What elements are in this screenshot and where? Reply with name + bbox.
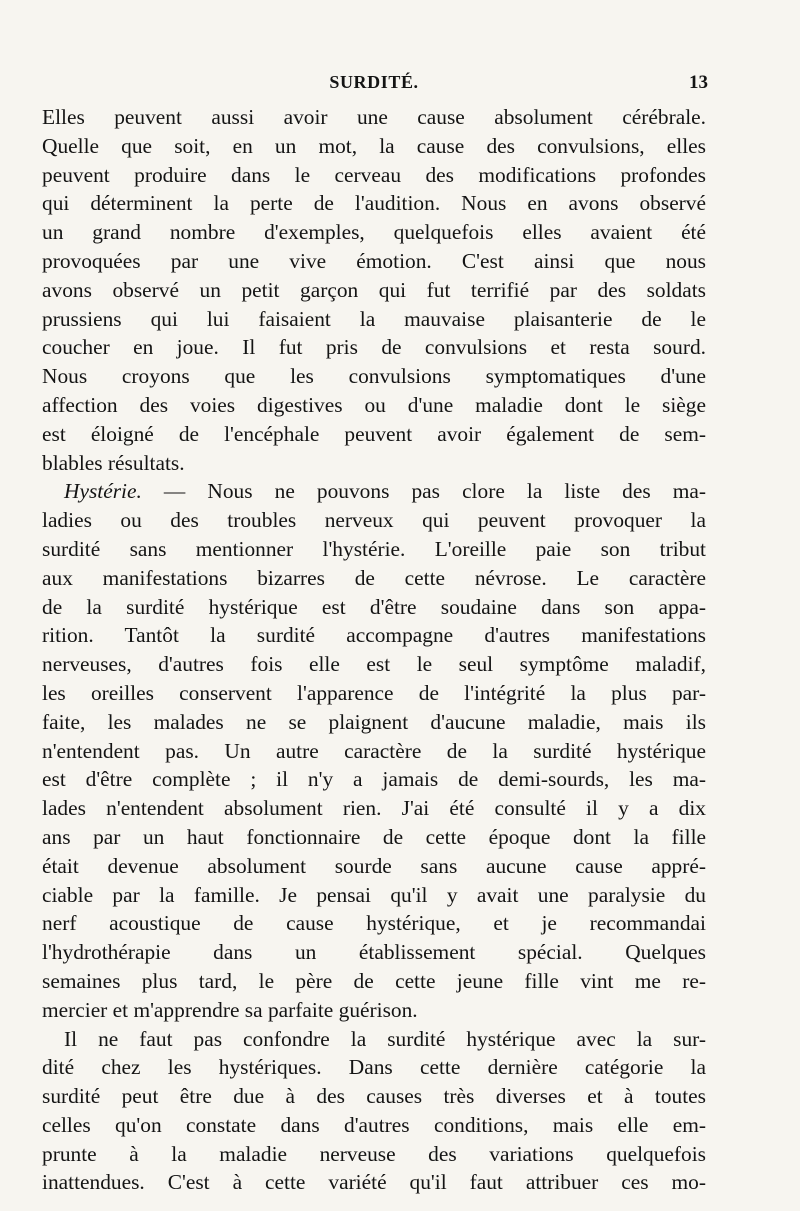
body-text [42,103,706,1197]
text-line: de la surdité hystérique est d'être soudaine dans son appa- [42,594,706,619]
running-head [40,72,708,100]
text-line: semaines plus tard, le père de cette jeune fille vint me re- [42,968,706,993]
text-line: dité chez les hystériques. Dans cette dernière catégorie la [42,1055,706,1080]
text-line: ans par un haut fonctionnaire de cette époque dont la fille [42,824,706,849]
text-line: prunte à la maladie nerveuse des variations quelquefois [42,1141,706,1166]
text-line: Quelle que soit, en un mot, la cause des convulsions, elles [42,133,706,158]
text-line: nerf acoustique de cause hystérique, et je recommandai [42,911,706,936]
section-heading-hysterie: Hystérie. [64,479,142,504]
text-line: avons observé un petit garçon qui fut terrifié par des soldats [42,277,706,302]
text-line: n'entendent pas. Un autre caractère de la surdité hystérique [42,738,706,763]
text-line: Nous croyons que les convulsions symptomatiques d'une [42,364,706,389]
text-line: inattendues. C'est à cette variété qu'il faut attribuer ces mo- [42,1170,706,1195]
text-line: ladies ou des troubles nerveux qui peuvent provoquer la [42,508,706,533]
text-line: aux manifestations bizarres de cette névrose. Le caractère [42,565,706,590]
text-line: celles qu'on constate dans d'autres conditions, mais elle em- [42,1112,706,1137]
text-line: faite, les malades ne se plaignent d'aucune maladie, mais ils [42,709,706,734]
text-line: est d'être complète ; il n'y a jamais de demi-sourds, les ma- [42,767,706,792]
text-line: surdité sans mentionner l'hystérie. L'oreille paie son tribut [42,536,706,561]
text-line: qui déterminent la perte de l'audition. Nous en avons observé [42,191,706,216]
text-line: un grand nombre d'exemples, quelquefois elles avaient été [42,220,706,245]
text-line: ciable par la famille. Je pensai qu'il y avait une paralysie du [42,882,706,907]
text-line: affection des voies digestives ou d'une maladie dont le siège [42,392,706,417]
text-line: blables résultats. [42,450,185,475]
text-line: nerveuses, d'autres fois elle est le seul symptôme maladif, [42,652,706,677]
text-line: est éloigné de l'encéphale peuvent avoir également de sem- [42,421,706,446]
text-line: Il ne faut pas confondre la surdité hystérique avec la sur- [64,1026,706,1051]
text-line: provoquées par une vive émotion. C'est ainsi que nous [42,248,706,273]
text-line: Elles peuvent aussi avoir une cause absolument cérébrale. [42,105,706,129]
text-line: prussiens qui lui faisaient la mauvaise plaisanterie de le [42,306,706,331]
paragraph-heading-line [42,477,706,506]
text-line: surdité peut être due à des causes très diverses et à toutes [42,1084,706,1109]
text-line: mercier et m'apprendre sa parfaite guérison. [42,997,418,1022]
running-title: SURDITÉ. [329,72,419,92]
text-line: l'hydrothérapie dans un établissement spécial. Quelques [42,940,706,965]
page-number: 13 [689,72,708,93]
text-line-rest: — Nous ne pouvons pas clore la liste des ma- [141,479,706,504]
text-line: peuvent produire dans le cerveau des modifications profondes [42,162,706,187]
text-line: rition. Tantôt la surdité accompagne d'autres manifestations [42,623,706,648]
text-line: était devenue absolument sourde sans aucune cause appré- [42,853,706,878]
text-line: les oreilles conservent l'apparence de l'intégrité la plus par- [42,680,706,705]
text-line: lades n'entendent absolument rien. J'ai été consulté il y a dix [42,796,706,821]
text-line: coucher en joue. Il fut pris de convulsions et resta sourd. [42,335,706,360]
